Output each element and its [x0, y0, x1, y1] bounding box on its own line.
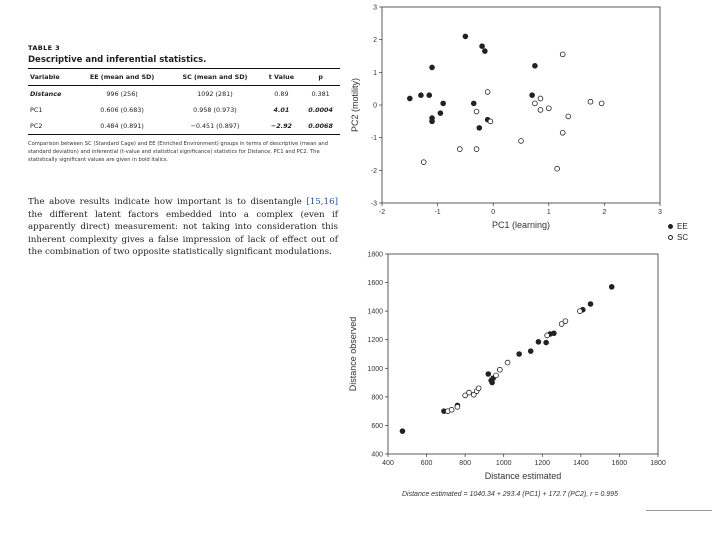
- y-tick-label: 0: [373, 102, 377, 110]
- y-tick-label: 800: [371, 394, 383, 402]
- data-point-sc: [555, 166, 560, 171]
- data-point-sc: [476, 386, 481, 391]
- regression-formula: Distance estimated = 1040.34 + 293.4 (PC1) + 172.7 (PC2), r = 0.995: [402, 491, 618, 498]
- data-point-sc: [449, 407, 454, 412]
- page-divider: [646, 510, 712, 511]
- data-point-ee: [486, 372, 491, 377]
- cell-sc: 0.958 (0.973): [193, 106, 237, 114]
- data-point-sc: [455, 404, 460, 409]
- x-tick-label: -2: [378, 209, 386, 216]
- cell-t-value: 4.01: [273, 106, 290, 114]
- header-t-value: t Value: [262, 69, 302, 86]
- cell-ee: 0.484 (0.891): [76, 118, 169, 135]
- pca-scatter-chart: [340, 0, 670, 240]
- data-point-ee: [477, 125, 482, 130]
- data-point-ee: [536, 339, 541, 344]
- data-point-sc: [497, 367, 502, 372]
- plot-frame: [382, 7, 660, 203]
- table-header-row: [28, 69, 340, 86]
- data-point-ee: [530, 93, 535, 98]
- header-sc: SC (mean and SD): [168, 69, 261, 86]
- data-point-sc: [560, 52, 565, 57]
- data-point-ee: [430, 65, 435, 70]
- data-point-sc: [421, 160, 426, 165]
- header-ee: EE (mean and SD): [76, 69, 169, 86]
- data-point-sc: [588, 99, 593, 104]
- x-tick-label: 1200: [534, 460, 551, 467]
- data-point-sc: [560, 130, 565, 135]
- data-point-ee: [544, 340, 549, 345]
- cell-t-value: 0.89: [274, 90, 289, 98]
- statistics-table: [28, 69, 340, 135]
- data-point-sc: [538, 108, 543, 113]
- x-tick-label: 0: [491, 209, 496, 216]
- statistics-table-block: [28, 44, 340, 164]
- table-row: [28, 118, 340, 135]
- legend-entry-sc: [668, 232, 688, 243]
- y-tick-label: 1000: [367, 365, 383, 373]
- paragraph-text-start: The above results indicate how important is to disentangle: [28, 197, 307, 207]
- data-point-ee: [480, 44, 485, 49]
- data-point-sc: [494, 373, 499, 378]
- data-point-ee: [551, 331, 556, 336]
- y-axis-label: Distance observed: [348, 316, 358, 392]
- data-point-ee: [419, 93, 424, 98]
- data-point-sc: [457, 147, 462, 152]
- x-tick-label: 2: [602, 209, 607, 216]
- data-point-sc: [485, 90, 490, 95]
- open-circle-icon: [668, 235, 673, 240]
- data-point-sc: [474, 109, 479, 114]
- data-point-ee: [609, 284, 614, 289]
- table-caption: Comparison between SC (Standard Cage) and EE (Enriched Environment) groups in terms of descriptive (mean and standard deviation) and inferential (t-value and statistical significance) statistics for Distance, PC1 and PC2. The statistically significant values are given in bold italics.: [28, 141, 328, 163]
- cell-ee: 996 (256): [106, 90, 138, 98]
- y-tick-label: -3: [370, 200, 377, 208]
- x-tick-label: 3: [658, 209, 662, 216]
- x-axis-label: PC1 (learning): [491, 220, 551, 230]
- cell-variable: PC2: [28, 118, 76, 135]
- data-point-ee: [528, 349, 533, 354]
- data-point-sc: [519, 139, 524, 144]
- citation-link[interactable]: [15,16]: [306, 197, 338, 207]
- table-row: [28, 102, 340, 118]
- cell-p: 0.0004: [308, 106, 333, 114]
- cell-variable: Distance: [30, 90, 62, 98]
- x-tick-label: -1: [434, 209, 441, 216]
- cell-variable: PC1: [30, 106, 43, 114]
- x-tick-label: 400: [382, 460, 394, 467]
- plot-frame: [388, 254, 658, 454]
- data-point-sc: [538, 96, 543, 101]
- x-tick-label: 600: [420, 460, 433, 467]
- y-tick-label: -2: [370, 167, 377, 175]
- data-point-ee: [471, 101, 476, 106]
- y-axis-label: PC2 (motility): [350, 77, 360, 133]
- x-tick-label: 1800: [650, 460, 666, 467]
- data-point-ee: [400, 429, 405, 434]
- y-tick-label: 400: [371, 451, 383, 459]
- data-point-ee: [517, 352, 522, 357]
- x-tick-label: 1600: [611, 460, 628, 467]
- y-tick-label: 3: [373, 4, 377, 12]
- data-point-sc: [546, 106, 551, 111]
- data-point-sc: [505, 360, 510, 365]
- legend-label-ee: EE: [677, 222, 688, 231]
- data-point-ee: [427, 93, 432, 98]
- cell-sc: 1092 (281): [197, 90, 233, 98]
- y-tick-label: 2: [373, 37, 377, 45]
- pca-legend: [668, 221, 688, 243]
- body-paragraph: [28, 196, 338, 259]
- data-point-ee: [430, 119, 435, 124]
- y-tick-label: -1: [370, 135, 377, 143]
- header-variable: Variable: [28, 69, 76, 86]
- data-point-ee: [482, 49, 487, 54]
- y-tick-label: 1200: [367, 337, 383, 345]
- y-tick-label: 1400: [367, 308, 383, 316]
- data-point-ee: [441, 101, 446, 106]
- filled-circle-icon: [668, 224, 673, 229]
- x-tick-label: 1000: [495, 460, 512, 467]
- legend-label-sc: SC: [677, 233, 689, 242]
- data-point-ee: [588, 302, 593, 307]
- data-point-sc: [488, 119, 493, 124]
- data-point-sc: [533, 101, 538, 106]
- y-tick-label: 1: [373, 69, 377, 77]
- data-point-sc: [599, 101, 604, 106]
- data-point-sc: [545, 333, 550, 338]
- distance-scatter-chart: [340, 245, 670, 490]
- cell-t-value: −2.92: [262, 118, 302, 135]
- data-point-ee: [463, 34, 468, 39]
- header-p: p: [301, 69, 340, 86]
- data-point-sc: [566, 114, 571, 119]
- paragraph-text-end: the different latent factors embedded into a complex (even if apparently direct) measurement: not taking into consideration this inherent complexity gives a false impression of lack of effect out of the combination of two opposite statistically significant modulations.: [28, 209, 338, 257]
- data-point-sc: [467, 390, 472, 395]
- data-point-sc: [474, 147, 479, 152]
- x-tick-label: 1: [546, 209, 551, 216]
- cell-sc: −0.451 (0.897): [168, 118, 261, 135]
- y-tick-label: 1800: [367, 251, 383, 259]
- y-tick-label: 600: [371, 422, 383, 430]
- x-tick-label: 800: [459, 460, 471, 467]
- cell-p: 0.381: [311, 90, 330, 98]
- table-label: TABLE 3: [28, 44, 61, 52]
- data-point-sc: [563, 319, 568, 324]
- data-point-ee: [438, 111, 443, 116]
- y-tick-label: 1600: [367, 280, 383, 288]
- data-point-ee: [533, 63, 538, 68]
- cell-p: 0.0068: [301, 118, 340, 135]
- table-row: [28, 86, 340, 103]
- legend-entry-ee: [668, 221, 688, 232]
- cell-ee: 0.606 (0.683): [100, 106, 144, 114]
- x-tick-label: 1400: [573, 460, 589, 467]
- x-axis-label: Distance estimated: [484, 471, 562, 481]
- data-point-sc: [577, 309, 582, 314]
- table-title: Descriptive and inferential statistics.: [28, 55, 340, 69]
- data-point-ee: [407, 96, 412, 101]
